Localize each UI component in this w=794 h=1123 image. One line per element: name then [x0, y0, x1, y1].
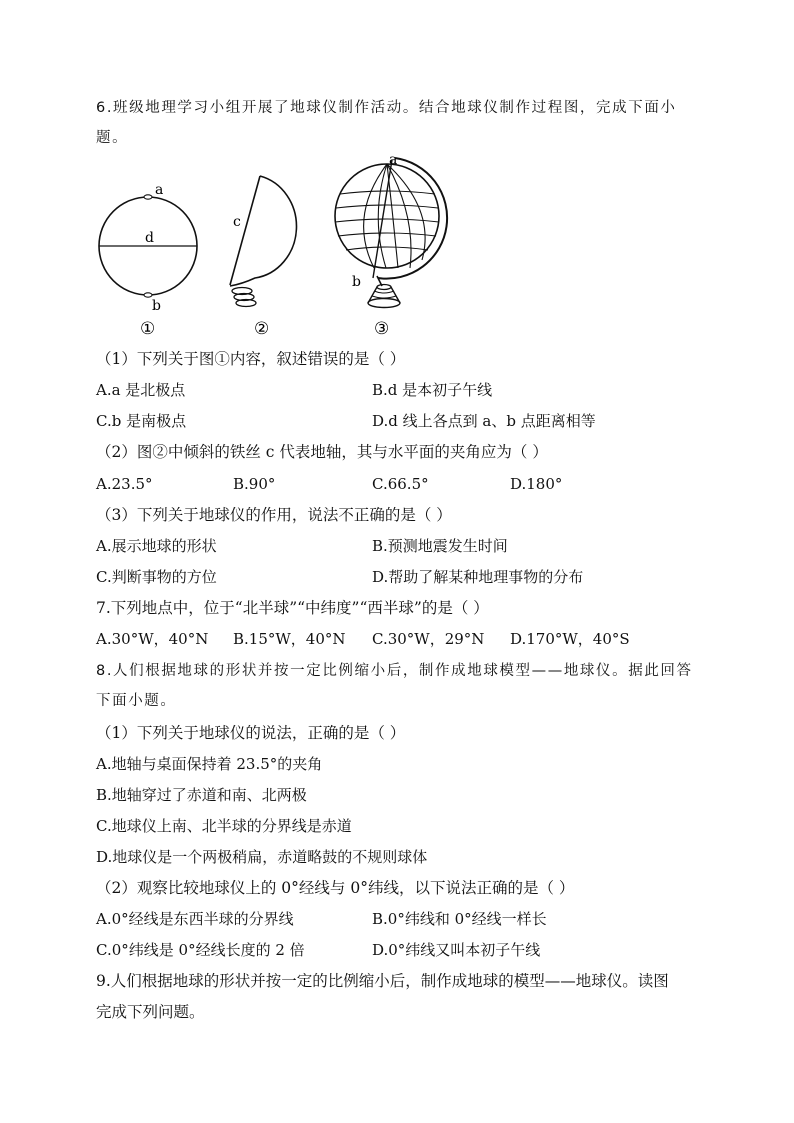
figure-1-circle	[99, 182, 197, 314]
q8-sub2-option-d: D.0°纬线又叫本初子午线	[372, 941, 541, 959]
q7-option-b: B.15°W，40°N	[233, 630, 346, 648]
q6-sub2-option-d: D.180°	[510, 475, 563, 493]
q7-option-a: A.30°W，40°N	[96, 630, 209, 648]
label-a-fig1: a	[155, 182, 164, 198]
label-d: d	[145, 230, 154, 246]
q6-sub1-option-b: B.d 是本初子午线	[372, 381, 493, 399]
q8-sub1-question: （1）下列关于地球仪的说法，正确的是（ ）	[96, 724, 406, 742]
q8-sub1-option-c: C.地球仪上南、北半球的分界线是赤道	[96, 817, 352, 835]
q6-sub1-question: （1）下列关于图①内容，叙述错误的是（ ）	[96, 350, 406, 368]
q7-option-c: C.30°W，29°N	[372, 630, 485, 648]
q8-stem-line1: 8.人们根据地球的形状并按一定比例缩小后，制作成地球模型——地球仪。据此回答	[96, 663, 693, 679]
q8-sub2-option-c: C.0°纬线是 0°经线长度的 2 倍	[96, 941, 305, 959]
q6-sub2-option-a: A.23.5°	[96, 475, 153, 493]
q6-sub1-option-c: C.b 是南极点	[96, 412, 187, 430]
figure-2-wire	[230, 176, 296, 307]
label-b-fig3: b	[352, 274, 361, 290]
q6-stem-line2: 题。	[96, 130, 129, 146]
q6-sub3-option-d: D.帮助了解某种地理事物的分布	[372, 568, 584, 586]
q6-sub3-option-a: A.展示地球的形状	[96, 537, 217, 555]
q7-option-d: D.170°W，40°S	[510, 630, 630, 648]
q6-sub2-option-c: C.66.5°	[372, 475, 429, 493]
q6-sub3-option-b: B.预测地震发生时间	[372, 537, 508, 555]
q8-sub1-option-a: A.地轴与桌面保持着 23.5°的夹角	[96, 755, 323, 773]
q6-sub2-question: （2）图②中倾斜的铁丝 c 代表地轴，其与水平面的夹角应为（ ）	[96, 443, 548, 461]
q6-sub1-option-d: D.d 线上各点到 a、b 点距离相等	[372, 412, 596, 430]
q8-sub2-option-a: A.0°经线是东西半球的分界线	[96, 910, 294, 928]
q6-sub3-question: （3）下列关于地球仪的作用，说法不正确的是（ ）	[96, 506, 452, 524]
q6-stem-line1: 6.班级地理学习小组开展了地球仪制作活动。结合地球仪制作过程图，完成下面小	[96, 100, 677, 116]
q7-question: 7.下列地点中，位于“北半球”“中纬度”“西半球”的是（ ）	[96, 599, 489, 617]
q8-sub2-question: （2）观察比较地球仪上的 0°经线与 0°纬线，以下说法正确的是（ ）	[96, 879, 575, 897]
q6-sub2-option-b: B.90°	[233, 475, 276, 493]
q8-stem-line2: 下面小题。	[96, 693, 177, 709]
q6-sub3-option-c: C.判断事物的方位	[96, 568, 217, 586]
figure-3-globe	[335, 152, 447, 308]
q8-sub1-option-d: D.地球仪是一个两极稍扁，赤道略鼓的不规则球体	[96, 848, 428, 866]
q8-sub2-option-b: B.0°纬线和 0°经线一样长	[372, 910, 547, 928]
label-b-fig1: b	[152, 298, 161, 314]
globe-figure-svg	[90, 150, 450, 345]
label-c: c	[233, 214, 241, 230]
label-a-fig3: a	[389, 152, 398, 168]
q6-sub1-option-a: A.a 是北极点	[96, 381, 186, 399]
figure-number-2: ②	[254, 319, 270, 339]
q9-stem-line1: 9.人们根据地球的形状并按一定的比例缩小后，制作成地球的模型——地球仪。读图	[96, 972, 669, 990]
figure-number-1: ①	[140, 319, 156, 339]
q8-sub1-option-b: B.地轴穿过了赤道和南、北两极	[96, 786, 307, 804]
globe-making-figure	[90, 150, 450, 345]
figure-number-3: ③	[374, 319, 390, 339]
q9-stem-line2: 完成下列问题。	[96, 1003, 205, 1021]
